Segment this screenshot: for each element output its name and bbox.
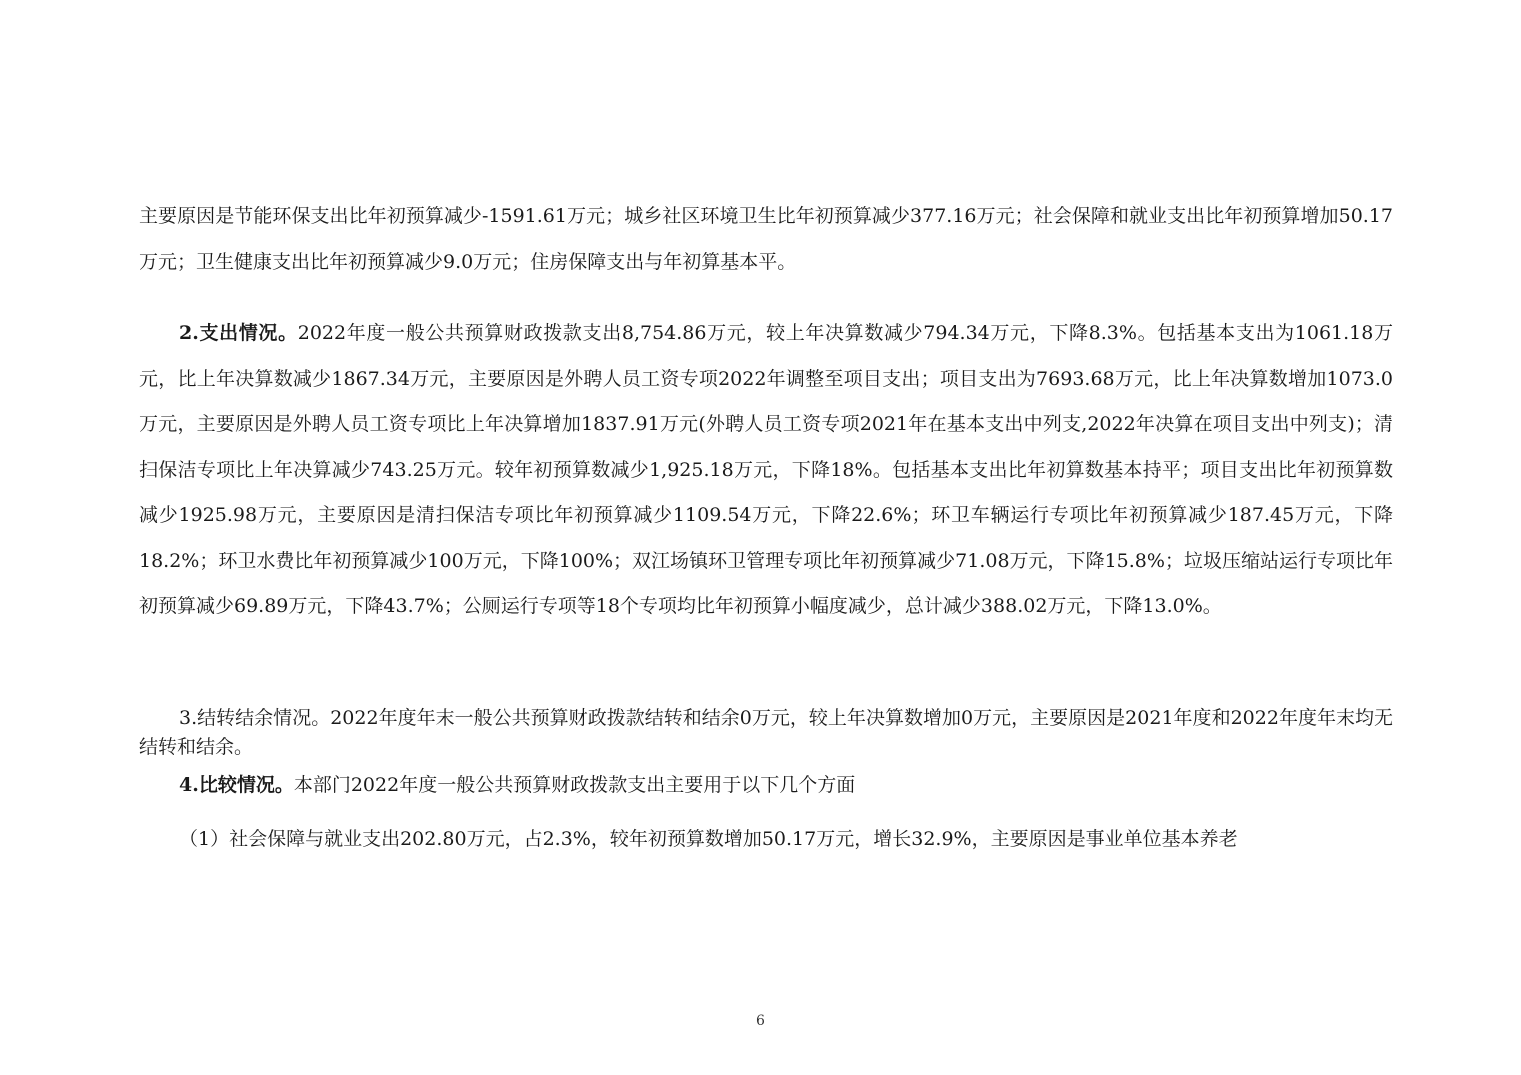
paragraph-text: 3.结转结余情况。2022年度年末一般公共预算财政拨款结转和结余0万元，较上年决算数增加0万元，主要原因是2021年度和2022年度年末均无结转和结余。: [139, 707, 1393, 758]
paragraph-expenditure: [139, 311, 1393, 630]
paragraph-comparison: [139, 771, 1393, 800]
paragraph-text: 主要原因是节能环保支出比年初预算减少-1591.61万元；城乡社区环境卫生比年初预算减少377.16万元；社会保障和就业支出比年初预算增加50.17万元；卫生健康支出比年初预算减少9.0万元；住房保障支出与年初算基本平。: [139, 205, 1393, 273]
paragraph-social-security: [139, 817, 1393, 863]
paragraph-expense-reasons: [139, 194, 1393, 285]
section-heading-comparison: 4.比较情况。: [179, 774, 294, 796]
paragraph-text: 2022年度一般公共预算财政拨款支出8,754.86万元，较上年决算数减少794.34万元，下降8.3%。包括基本支出为1061.18万元，比上年决算数减少1867.34万元，主要原因是外聘人员工资专项2022年调整至项目支出；项目支出为7693.68万元，比上年决算数增加1073.0万元，主要原因是外聘人员工资专项比上年决算增加1837.91万元(外聘人员工资专项2021年在基本支出中列支,2022年决算在项目支出中列支)；清扫保洁专项比上年决算减少743.25万元。较年初预算数减少1,925.18万元，下降18%。包括基本支出比年初算数基本持平；项目支出比年初预算数减少1925.98万元，主要原因是清扫保洁专项比年初预算减少1109.54万元，下降22.6%；环卫车辆运行专项比年初预算减少187.45万元，下降18.2%；环卫水费比年初预算减少100万元，下降100%；双江场镇环卫管理专项比年初预算减少71.08万元，下降15.8%；垃圾压缩站运行专项比年初预算减少69.89万元，下降43.7%；公厕运行专项等18个专项均比年初预算小幅度减少，总计减少388.02万元，下降13.0%。: [139, 322, 1393, 617]
paragraph-text: 本部门2022年度一般公共预算财政拨款支出主要用于以下几个方面: [293, 774, 856, 796]
page-number: 6: [756, 1013, 765, 1029]
paragraph-carryover: [139, 704, 1393, 762]
paragraph-text: （1）社会保障与就业支出202.80万元，占2.3%，较年初预算数增加50.17万元，增长32.9%，主要原因是事业单位基本养老: [179, 828, 1238, 850]
section-heading-expenditure: 2.支出情况。: [179, 322, 298, 344]
